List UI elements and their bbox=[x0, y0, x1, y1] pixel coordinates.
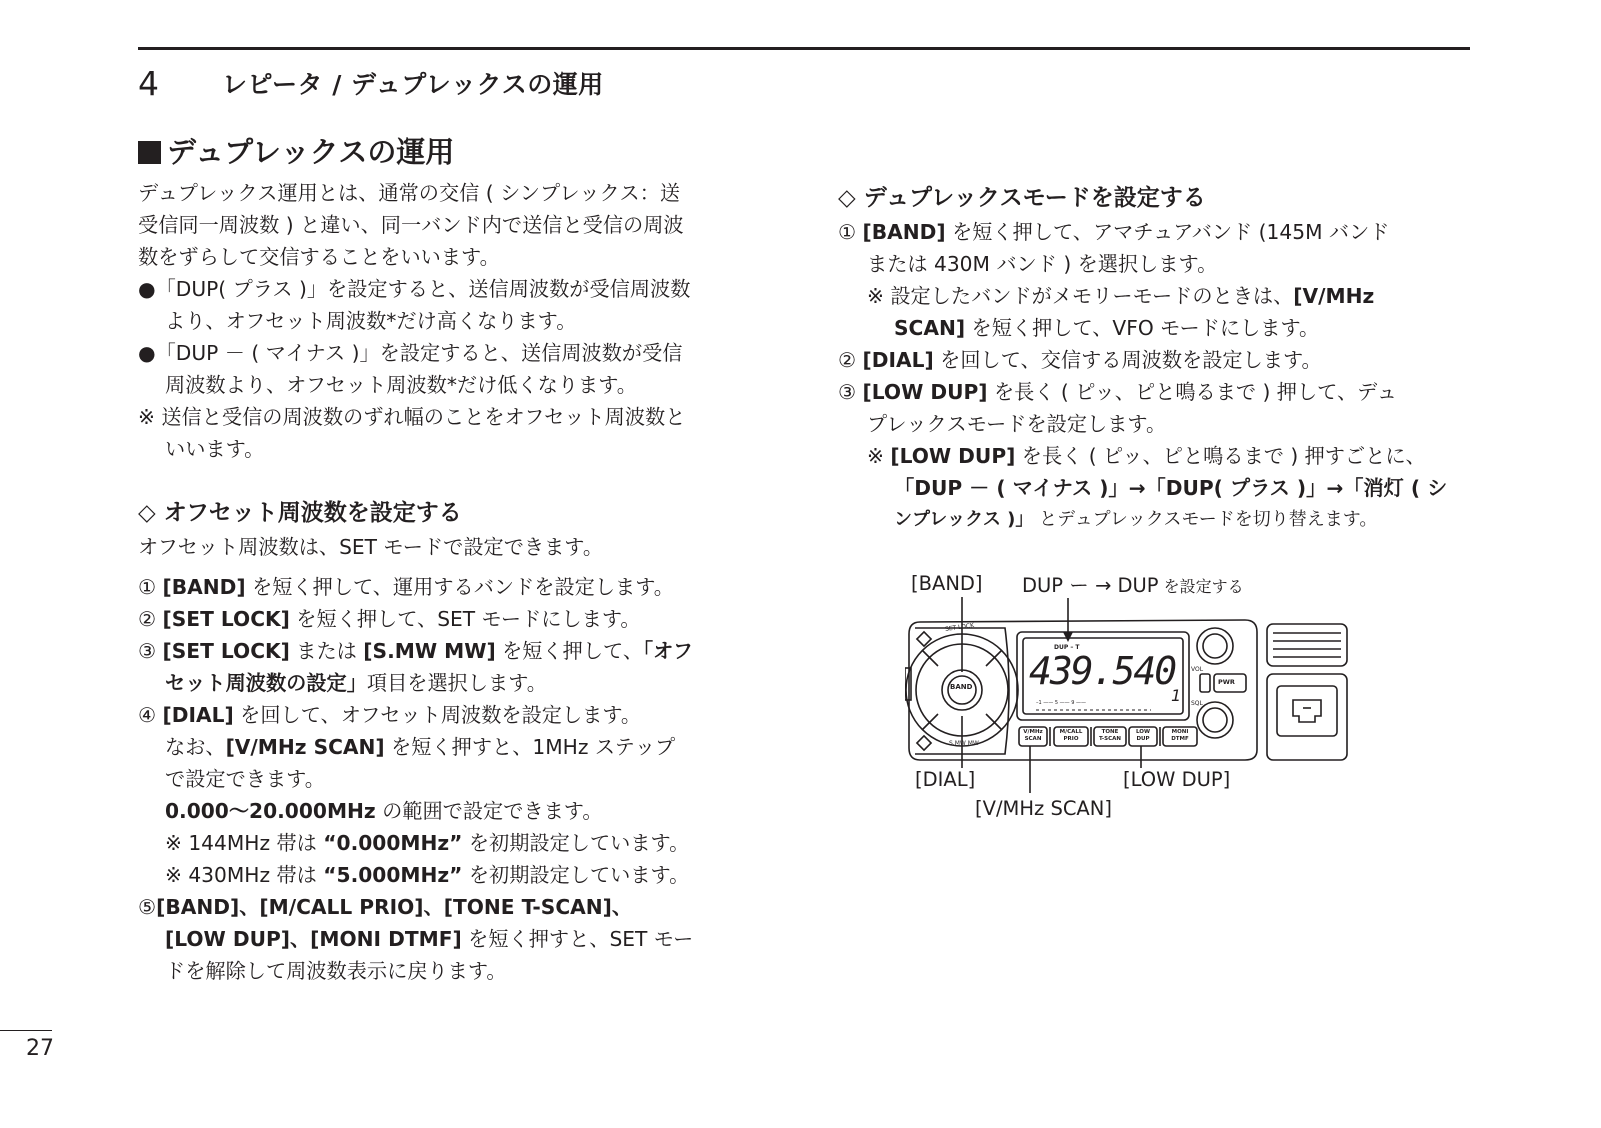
page-number-rule bbox=[0, 1030, 52, 1031]
low-dup-button[interactable]: LOW DUP bbox=[1135, 729, 1151, 742]
duplex-sequence-cont: ンプレックス )」 とデュプレックスモードを切り替えます。 bbox=[894, 509, 1378, 530]
offset-default-430: ※ 430MHz 帯は “5.000MHz” を初期設定しています。 bbox=[165, 863, 690, 887]
lcd-channel: 1 bbox=[1171, 686, 1182, 705]
section-title: デュプレックスの運用 bbox=[138, 132, 454, 172]
intro-line: 受信同一周波数 ) と違い、同一バンド内で送信と受信の周波 bbox=[138, 213, 684, 237]
lcd-meter: –1 —— 5 —— 9 —— bbox=[1036, 700, 1086, 706]
chapter-title: レピータ / デュプレックスの運用 bbox=[222, 70, 604, 99]
offset-step-4-line3: で設定できます。 bbox=[165, 767, 325, 791]
left-column bbox=[138, 177, 693, 987]
offset-step-3: ③ [SET LOCK] または [S.MW MW] を短く押して、「オフ bbox=[138, 639, 693, 663]
intro-line: 数をずらして交信することをいいます。 bbox=[138, 245, 500, 269]
vol-label: VOL bbox=[1191, 666, 1204, 673]
vmhz-scan-button[interactable]: V/MHz SCAN bbox=[1023, 729, 1043, 742]
duplex-heading: ◇ デュプレックスモードを設定する bbox=[838, 185, 1206, 211]
duplex-step-2: ② [DIAL] を回して、交信する周波数を設定します。 bbox=[838, 348, 1322, 372]
lcd-dup-indicator: DUP – T bbox=[1054, 644, 1080, 651]
offset-step-5: ⑤[BAND]、[M/CALL PRIO]、[TONE T-SCAN]、 bbox=[138, 895, 633, 919]
duplex-step-3-note: ※ [LOW DUP] を長く ( ピッ、ピと鳴るまで ) 押すごとに、 bbox=[867, 444, 1426, 468]
duplex-step-3: ③ [LOW DUP] を長く ( ピッ、ピと鳴るまで ) 押して、デュ bbox=[838, 380, 1397, 404]
label-dup: DUP ー → DUP を設定する bbox=[1022, 574, 1244, 597]
offset-step-3-cont: セット周波数の設定」項目を選択します。 bbox=[165, 671, 547, 695]
offset-note-cont: いいます。 bbox=[165, 437, 265, 461]
offset-heading: ◇ オフセット周波数を設定する bbox=[138, 500, 462, 526]
offset-step-4: ④ [DIAL] を回して、オフセット周波数を設定します。 bbox=[138, 703, 642, 727]
bullet-minus-cont: 周波数より、オフセット周波数*だけ低くなります。 bbox=[165, 373, 637, 397]
duplex-step-1-note-cont: SCAN] を短く押して、VFO モードにします。 bbox=[894, 316, 1320, 340]
moni-dtmf-button[interactable]: MONI DTMF bbox=[1171, 729, 1189, 742]
offset-step-5-line2: [LOW DUP]、[MONI DTMF] を短く押すと、SET モー bbox=[165, 927, 694, 951]
smw-label: S.MW MW bbox=[949, 740, 979, 747]
set-lock-label: SET LOCK bbox=[944, 622, 975, 633]
bullet-plus: ●「DUP( プラス )」を設定すると、送信周波数が受信周波数 bbox=[138, 277, 691, 301]
bullet-minus: ●「DUP － ( マイナス )」を設定すると、送信周波数が受信 bbox=[138, 341, 683, 365]
duplex-step-1-cont: または 430M バンド ) を選択します。 bbox=[867, 252, 1218, 276]
tone-tscan-button[interactable]: TONE T-SCAN bbox=[1098, 729, 1122, 742]
right-column bbox=[838, 180, 1447, 536]
lcd-frequency: 439.540 bbox=[1029, 649, 1176, 693]
header-rule bbox=[138, 47, 1470, 50]
page-number: 27 bbox=[26, 1036, 54, 1061]
offset-step-5-line3: ドを解除して周波数表示に戻ります。 bbox=[165, 959, 507, 983]
pwr-label: PWR bbox=[1218, 678, 1235, 686]
dial-band-label: BAND bbox=[950, 683, 973, 691]
chapter-number: 4 bbox=[138, 64, 159, 103]
offset-default-144: ※ 144MHz 帯は “0.000MHz” を初期設定しています。 bbox=[165, 831, 690, 855]
sql-label: SQL bbox=[1191, 700, 1203, 707]
duplex-step-3-cont: プレックスモードを設定します。 bbox=[867, 412, 1167, 436]
offset-step-4-line2: なお、[V/MHz SCAN] を短く押すと、1MHz ステップ bbox=[165, 735, 676, 759]
bullet-plus-cont: より、オフセット周波数*だけ高くなります。 bbox=[165, 309, 577, 333]
mcall-prio-button[interactable]: M/CALL PRIO bbox=[1059, 729, 1083, 742]
offset-step-1: ① [BAND] を短く押して、運用するバンドを設定します。 bbox=[138, 575, 674, 599]
label-vmhz-scan: [V/MHz SCAN] bbox=[975, 797, 1112, 820]
duplex-sequence: 「DUP － ( マイナス )」→「DUP( プラス )」→「消灯 ( シ bbox=[894, 476, 1448, 500]
intro-line: デュプレックス運用とは、通常の交信 ( シンプレックス：送 bbox=[138, 181, 681, 205]
offset-desc: オフセット周波数は、SET モードで設定できます。 bbox=[138, 535, 604, 559]
label-low-dup: [LOW DUP] bbox=[1123, 768, 1231, 791]
label-dial: [DIAL] bbox=[915, 768, 976, 791]
duplex-step-1-note: ※ 設定したバンドがメモリーモードのときは、[V/MHz bbox=[867, 284, 1375, 308]
label-band: [BAND] bbox=[911, 572, 983, 595]
offset-note: ※ 送信と受信の周波数のずれ幅のことをオフセット周波数と bbox=[138, 405, 686, 429]
radio-diagram bbox=[905, 570, 1360, 825]
offset-range: 0.000～20.000MHz の範囲で設定できます。 bbox=[165, 799, 603, 823]
offset-step-2: ② [SET LOCK] を短く押して、SET モードにします。 bbox=[138, 607, 641, 631]
square-bullet-icon bbox=[138, 141, 161, 164]
duplex-step-1: ① [BAND] を短く押して、アマチュアバンド (145M バンド bbox=[838, 220, 1390, 244]
